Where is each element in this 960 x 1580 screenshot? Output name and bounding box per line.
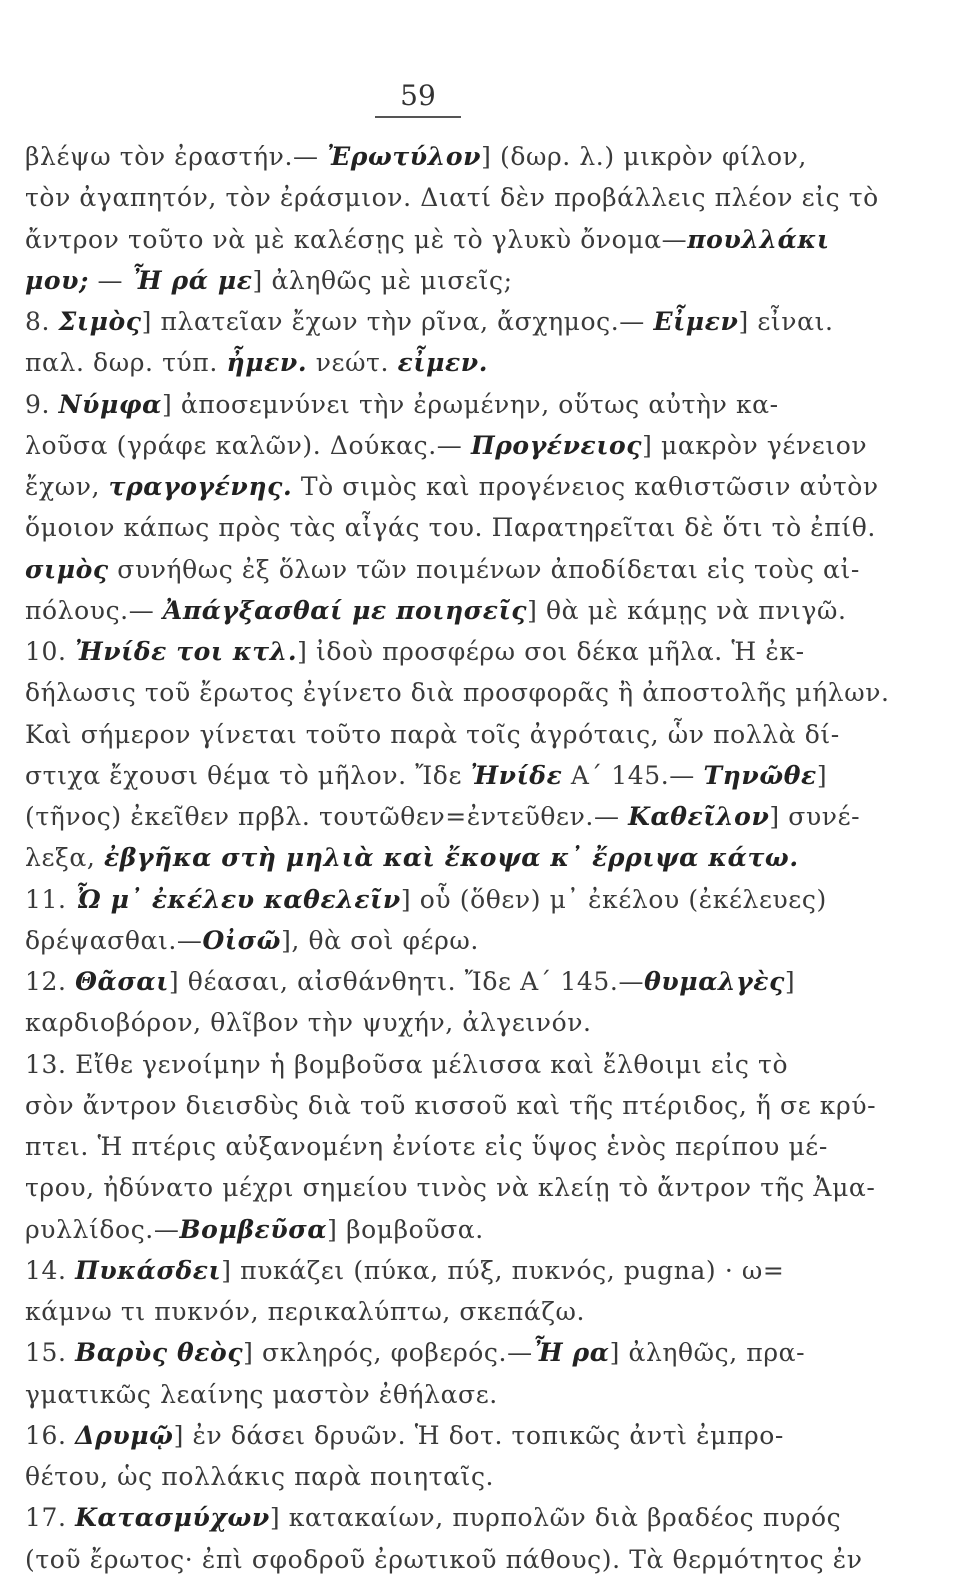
text-run: 9. (25, 389, 59, 419)
text-line (25, 961, 925, 1002)
text-run: — (88, 265, 132, 295)
text-run: λεξα, (25, 843, 104, 873)
text-line (25, 1209, 925, 1250)
text-run: ] πλατεῖαν ἔχων τὴν ρῖνα, ἄσχημος.— (141, 307, 654, 336)
text-run: πόλους.— (25, 595, 163, 625)
text-line (25, 1126, 925, 1167)
text-line (25, 1374, 925, 1415)
text-run: ] θὰ μὲ κάμῃς νὰ πνιγῶ. (527, 595, 847, 625)
lemma-headword: Νύμφα (58, 389, 162, 419)
text-line (25, 1332, 925, 1373)
text-line (25, 1044, 925, 1085)
text-run: ] συνέ- (769, 802, 861, 831)
lemma-headword: Ἦ ρα (532, 1338, 610, 1368)
text-run: 10. (25, 637, 76, 666)
text-run: συνήθως ἐξ ὅλων τῶν ποιμένων ἀποδίδεται εἰς τοὺς αἰ- (108, 554, 860, 584)
lemma-headword: ἦμεν. (226, 348, 308, 378)
text-line (25, 425, 925, 466)
text-run: ] ἀληθῶς, πρα- (609, 1338, 806, 1368)
text-line (25, 342, 925, 383)
text-line (25, 1291, 925, 1332)
text-line (25, 920, 925, 961)
text-run: ἔχων, (25, 472, 109, 501)
text-line (25, 301, 925, 342)
page-number: 59 (400, 79, 436, 112)
text-run: 16. (25, 1420, 76, 1450)
lemma-headword: Πυκάσδει (75, 1255, 222, 1285)
lemma-headword: Οἰσῶ (202, 925, 282, 955)
text-run: (τῆνος) ἐκεῖθεν πρβλ. τουτῶθεν=ἐντεῦθεν.— (25, 802, 629, 831)
lemma-headword: Κατασμύχων (75, 1503, 270, 1533)
text-run: δρέψασθαι.— (25, 925, 203, 955)
text-run: Τὸ σιμὸς καὶ προγένειος καθιστῶσιν αὐτὸν (292, 472, 879, 501)
text-run: τὸν ἀγαπητόν, τὸν ἐράσμιον. Διατί δὲν προβάλλεις πλέον εἰς τὸ (25, 183, 879, 213)
text-run: δήλωσις τοῦ ἔρωτος ἐγίνετο διὰ προσφορᾶς ἢ ἀποστολῆς μήλων. (25, 678, 890, 708)
text-run: ] ἀποσεμνύνει τὴν ἐρωμένην, οὕτως αὐτὴν κα- (161, 389, 779, 419)
text-line (25, 1085, 925, 1126)
text-run: 15. (25, 1338, 76, 1368)
text-line (25, 672, 925, 713)
text-line (25, 177, 925, 218)
text-run: καρδιοβόρον, θλῖβον τὴν ψυχήν, ἀλγεινόν. (25, 1008, 592, 1038)
text-run: ] κατακαίων, πυρπολῶν διὰ βραδέος πυρός (269, 1503, 842, 1533)
text-line (25, 1250, 925, 1291)
text-run: ] πυκάζει (πύκα, πύξ, πυκνός, pugna) · ω= (221, 1255, 785, 1285)
lemma-headword: μου; (25, 265, 89, 295)
text-line (25, 466, 925, 507)
text-run: σὸν ἄντρον διεισδὺς διὰ τοῦ κισσοῦ καὶ τῆς πτέριδος, ἥ σε κρύ- (25, 1090, 877, 1120)
text-line (25, 260, 925, 301)
text-line (25, 384, 925, 425)
lemma-headword: Ἦ ρά με (131, 265, 253, 295)
lemma-headword: θυμαλγὲς (644, 967, 785, 996)
lemma-headword: τραγογένης. (108, 472, 293, 501)
lemma-headword: εἶμεν. (397, 348, 489, 378)
lemma-headword: Προγένειος (470, 430, 643, 460)
text-run: γματικῶς λεαίνης μαστὸν ἐθήλασε. (25, 1379, 498, 1409)
lemma-headword: Δρυμῷ (75, 1420, 174, 1450)
text-run: ] εἶναι. (738, 307, 834, 336)
lemma-headword: πουλλάκι (687, 224, 830, 254)
text-line (25, 631, 925, 672)
text-line (25, 1539, 925, 1580)
text-run: λοῦσα (γράφε καλῶν). Δούκας.— (25, 430, 471, 460)
text-line (25, 219, 925, 260)
text-run: 14. (25, 1255, 76, 1285)
text-line (25, 796, 925, 837)
text-run: κάμνω τι πυκνόν, περικαλύπτω, σκεπάζω. (25, 1297, 586, 1326)
text-line (25, 136, 925, 177)
text-line (25, 714, 925, 755)
text-run: ] (784, 967, 796, 996)
text-run: ] (δωρ. λ.) μικρὸν φίλον, (481, 142, 807, 171)
text-run: ] ἐν δάσει δρυῶν. Ἡ δοτ. τοπικῶς ἀντὶ ἐμπρο- (173, 1420, 784, 1450)
page-number-rule (375, 116, 461, 118)
text-run: ρυλλίδος.— (25, 1214, 180, 1244)
text-line (25, 1167, 925, 1208)
text-line (25, 1456, 925, 1497)
lemma-headword: Καθεῖλον (628, 802, 770, 831)
text-line (25, 1002, 925, 1043)
text-run: νεώτ. (307, 348, 398, 378)
text-run: βλέψω τὸν ἐραστήν.— (25, 142, 328, 171)
text-line (25, 879, 925, 920)
text-run: ] θέασαι, αἰσθάνθητι. Ἴδε Α΄ 145.— (168, 967, 645, 996)
lemma-headword: Ἀπάγξασθαί με ποιησεῖς (162, 595, 528, 625)
text-run: ], θὰ σοὶ φέρω. (281, 925, 479, 955)
text-run: 12. (25, 967, 76, 996)
lemma-headword: ἐβγῆκα στὴ μηλιὰ καὶ ἔκοψα κ᾽ ἔρριψα κάτω. (103, 843, 799, 873)
text-run: ἄντρον τοῦτο νὰ μὲ καλέσῃς μὲ τὸ γλυκὺ ὄνομα— (25, 224, 688, 254)
lemma-headword: Ἠνίδε τοι κτλ. (75, 637, 298, 666)
lemma-headword: Ἐρωτύλον (327, 142, 482, 171)
lemma-headword: Θᾶσαι (75, 967, 169, 996)
text-run: θέτου, ὡς πολλάκις παρὰ ποιηταῖς. (25, 1462, 495, 1491)
lemma-headword: σιμὸς (25, 554, 109, 584)
text-line (25, 1497, 925, 1538)
text-run: 8. (25, 307, 59, 336)
text-run: παλ. δωρ. τύπ. (25, 348, 227, 378)
text-line (25, 507, 925, 548)
text-run: στιχα ἔχουσι θέμα τὸ μῆλον. Ἴδε (25, 760, 471, 790)
text-run: ] βομβοῦσα. (327, 1214, 484, 1244)
text-run: 13. Εἴθε γενοίμην ἡ βομβοῦσα μέλισσα καὶ ἔλθοιμι εἰς τὸ (25, 1049, 789, 1079)
text-run: 17. (25, 1503, 76, 1533)
text-run: πτει. Ἡ πτέρις αὐξανομένη ἐνίοτε εἰς ὕψος ἑνὸς περίπου μέ- (25, 1132, 828, 1161)
text-line (25, 590, 925, 631)
text-line (25, 837, 925, 878)
text-line (25, 755, 925, 796)
text-run: Α΄ 145.— (562, 760, 704, 790)
text-run: ] σκληρός, φοβερός.— (243, 1338, 533, 1368)
text-run: ὅμοιον κάπως πρὸς τὰς αἶγάς του. Παρατηρεῖται δὲ ὅτι τὸ ἐπίθ. (25, 513, 876, 543)
body-text (25, 136, 925, 1580)
lemma-headword: Βαρὺς θεὸς (75, 1338, 244, 1368)
text-run: 11. (25, 884, 76, 914)
text-run: ] (816, 760, 828, 790)
text-line (25, 1415, 925, 1456)
text-run: (τοῦ ἔρωτος· ἐπὶ σφοδροῦ ἐρωτικοῦ πάθους). Τὰ θερμότητος ἐν (25, 1544, 863, 1574)
lemma-headword: Ἠνίδε (470, 760, 563, 790)
text-run: Καὶ σήμερον γίνεται τοῦτο παρὰ τοῖς ἀγρόταις, ὧν πολλὰ δί- (25, 719, 840, 749)
text-run: ] ἰδοὺ προσφέρω σοι δέκα μῆλα. Ἡ ἐκ- (297, 637, 805, 666)
text-run: ] οὗ (ὅθεν) μ᾽ ἐκέλου (ἐκέλευες) (400, 884, 827, 914)
text-run: ] ἀληθῶς μὲ μισεῖς; (252, 265, 513, 295)
text-run: ] μακρὸν γένειον (642, 430, 868, 460)
lemma-headword: Εἶμεν (653, 307, 739, 336)
lemma-headword: Ὦ μ᾽ ἐκέλευ καθελεῖν (75, 884, 401, 914)
text-run: τρου, ἠδύνατο μέχρι σημείου τινὸς νὰ κλείῃ τὸ ἄντρον τῆς Ἀμα- (25, 1173, 876, 1203)
text-line (25, 549, 925, 590)
lemma-headword: Τηνῶθε (703, 760, 817, 790)
lemma-headword: Βομβεῦσα (179, 1214, 328, 1244)
lemma-headword: Σιμὸς (58, 307, 142, 336)
